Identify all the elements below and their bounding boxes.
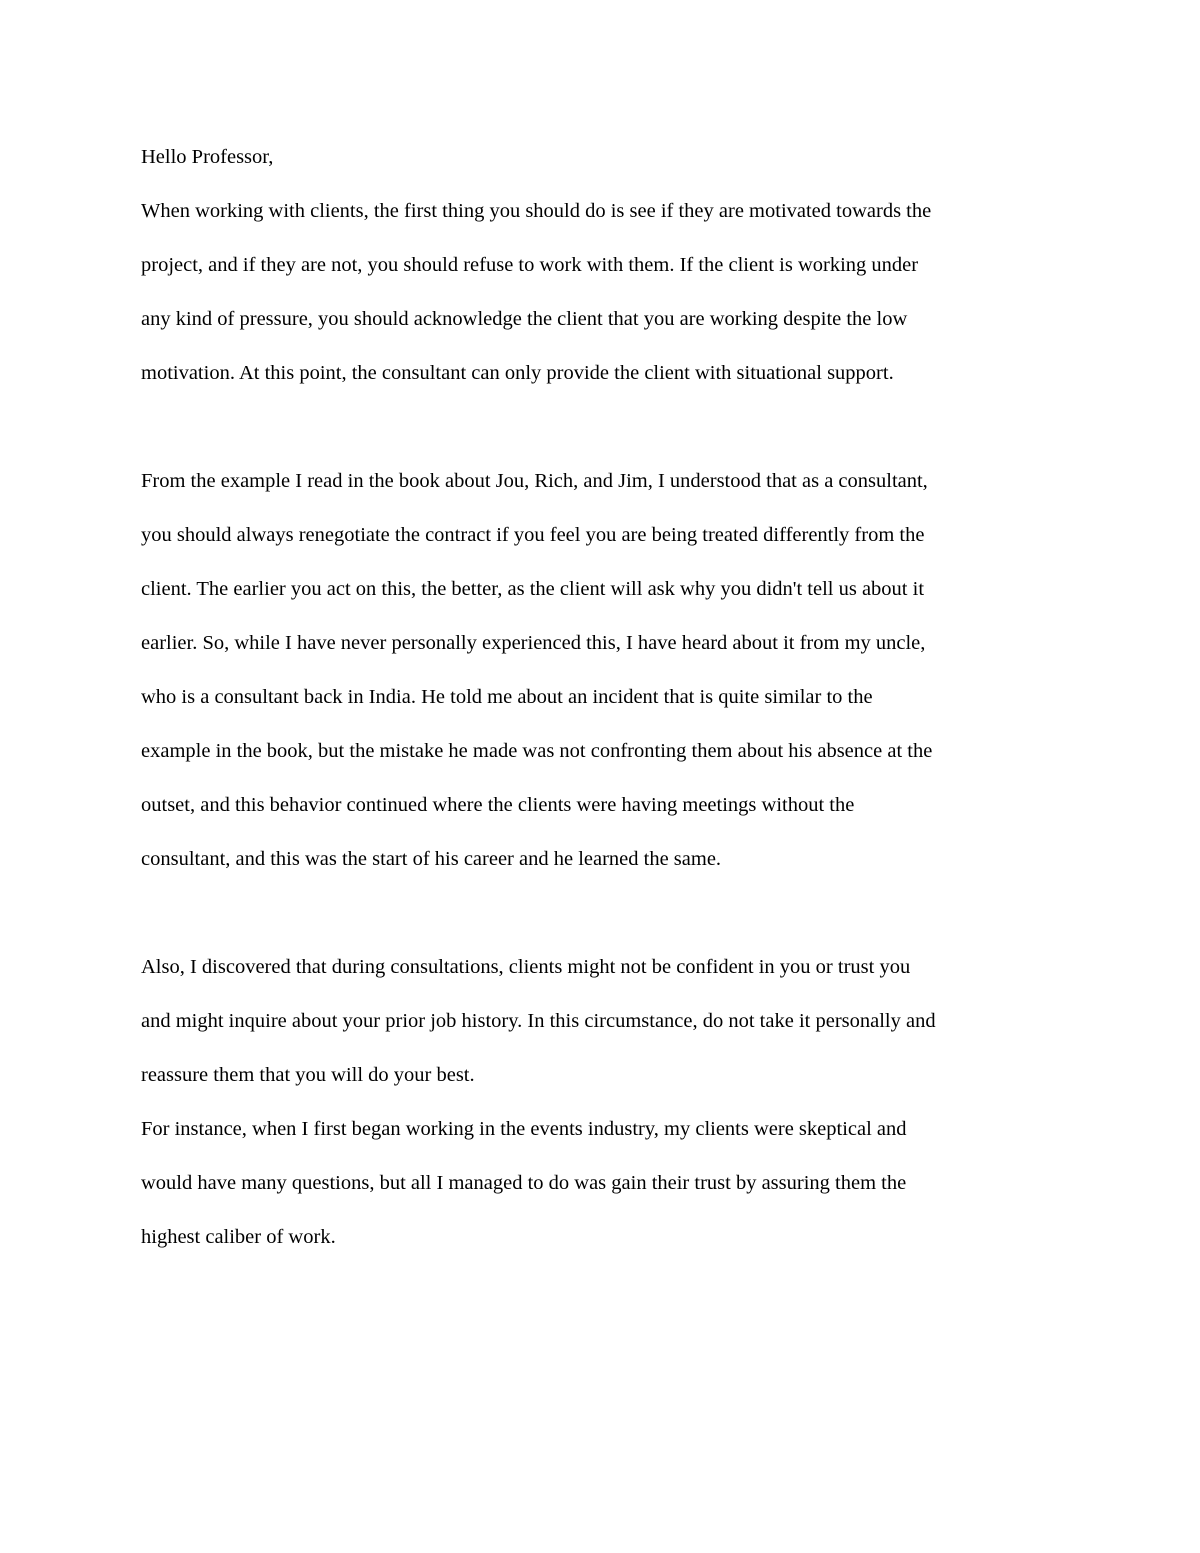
- document-body: [141, 140, 1071, 1274]
- paragraph-line: earlier. So, while I have never personally experienced this, I have heard about it from my uncle,: [141, 632, 926, 654]
- paragraph-line: motivation. At this point, the consultant can only provide the client with situational support.: [141, 362, 894, 384]
- paragraph-line: From the example I read in the book about Jou, Rich, and Jim, I understood that as a consultant,: [141, 470, 928, 492]
- paragraph-line: example in the book, but the mistake he made was not confronting them about his absence at the: [141, 740, 933, 762]
- paragraph-line: who is a consultant back in India. He told me about an incident that is quite similar to the: [141, 686, 873, 708]
- paragraph-line: reassure them that you will do your best.: [141, 1064, 475, 1086]
- greeting-line: Hello Professor,: [141, 146, 274, 168]
- paragraph-line: and might inquire about your prior job history. In this circumstance, do not take it personally and: [141, 1010, 936, 1032]
- paragraph-4: [141, 1112, 1071, 1274]
- paragraph-line: you should always renegotiate the contract if you feel you are being treated differently from the: [141, 524, 925, 546]
- paragraph-2: [141, 464, 1071, 896]
- paragraph-line: project, and if they are not, you should refuse to work with them. If the client is working under: [141, 254, 919, 276]
- paragraph-line: outset, and this behavior continued where the clients were having meetings without the: [141, 794, 855, 816]
- paragraph-1: [141, 194, 1071, 410]
- paragraph-line: consultant, and this was the start of his career and he learned the same.: [141, 848, 722, 870]
- paragraph-3: [141, 950, 1071, 1112]
- paragraph-line: Also, I discovered that during consultations, clients might not be confident in you or trust you: [141, 956, 911, 978]
- paragraph-line: highest caliber of work.: [141, 1226, 336, 1248]
- paragraph-line: client. The earlier you act on this, the better, as the client will ask why you didn't tell us about it: [141, 578, 925, 600]
- paragraph-line: For instance, when I first began working in the events industry, my clients were skeptical and: [141, 1118, 907, 1140]
- paragraph-line: would have many questions, but all I managed to do was gain their trust by assuring them the: [141, 1172, 907, 1194]
- paragraph-line: When working with clients, the first thing you should do is see if they are motivated towards the: [141, 200, 932, 222]
- paragraph-line: any kind of pressure, you should acknowledge the client that you are working despite the low: [141, 308, 908, 330]
- paragraph-spacer: [141, 896, 1071, 950]
- paragraph-spacer: [141, 410, 1071, 464]
